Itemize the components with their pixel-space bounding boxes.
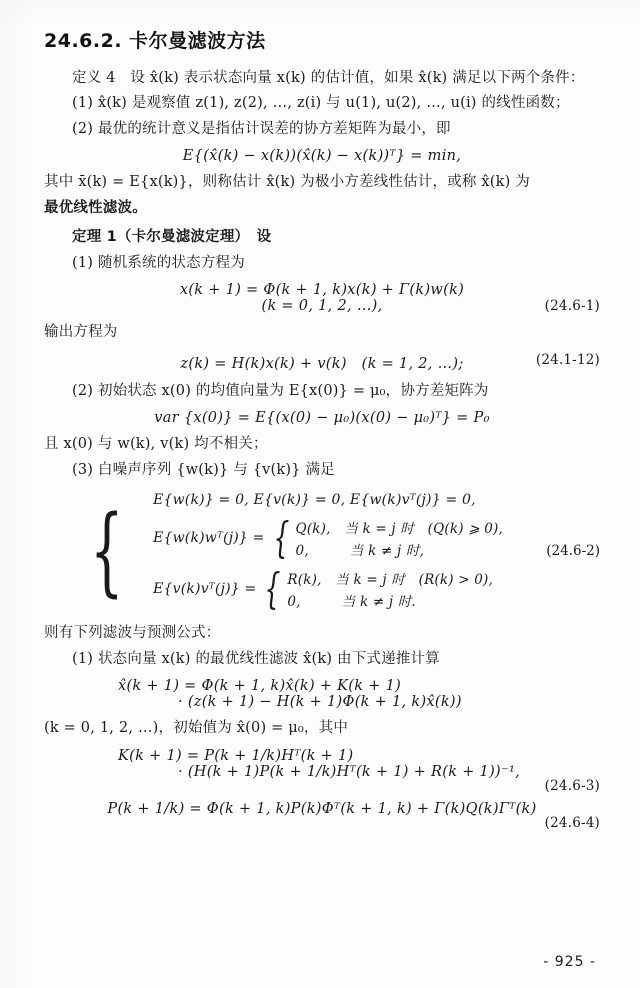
equation-filter-line-1: x̂(k + 1) = Φ(k + 1, k)x̂(k) + K(k + 1)	[118, 678, 402, 695]
conclusion-heading: 则有下列滤波与预测公式：	[44, 625, 221, 642]
noise-line-3-cases	[287, 568, 493, 610]
page-title: 24.6.2. 卡尔曼滤波方法	[44, 30, 266, 52]
equation-covariance-number: (24.6-4)	[544, 814, 600, 831]
equation-gain-line-1: K(k + 1) = P(k + 1/k)Hᵀ(k + 1)	[118, 747, 354, 764]
after-equation-text-b: 最优线性滤波。	[44, 199, 147, 216]
small-brace-icon-v: {	[264, 564, 282, 614]
output-equation-label: 输出方程为	[44, 324, 118, 341]
noise-line-2	[153, 513, 503, 563]
noise-line-1: E{w(k)} = 0, E{v(k)} = 0, E{w(k)vᵀ(j)} = 0,	[153, 492, 476, 509]
small-brace-icon-w: {	[273, 513, 290, 563]
equation-filter	[44, 678, 600, 710]
noise-line-2-case-2: 0, 当 k ≠ j 时,	[295, 543, 425, 560]
theorem-item-1: (1) 随机系统的状态方程为	[72, 254, 245, 271]
equation-output-number: (24.1-12)	[535, 351, 600, 368]
equation-output-body: z(k) = H(k)x(k) + v(k) (k = 1, 2, …);	[180, 355, 464, 372]
noise-line-2-cases	[296, 517, 503, 559]
noise-line-3-lead: E{v(k)vᵀ(j)} =	[153, 581, 257, 598]
equation-state-condition: (k = 0, 1, 2, …),	[261, 298, 383, 315]
theorem-item-2: (2) 初始状态 x(0) 的均值向量为 E{x(0)} = μ₀，协方差矩阵为	[72, 382, 489, 399]
condition-2: (2) 最优的统计意义是指估计误差的协方差矩阵为最小，即	[72, 120, 451, 137]
theorem-item-3: (3) 白噪声序列 {w(k)} 与 {v(k)} 满足	[72, 461, 335, 478]
equation-state	[44, 282, 600, 314]
noise-line-3-case-1: R(k), 当 k = j 时 (R(k) > 0),	[287, 572, 493, 589]
equation-covariance-body: P(k + 1/k) = Φ(k + 1, k)P(k)Φᵀ(k + 1, k) + Γ(k)Q(k)Γᵀ(k)	[107, 800, 537, 817]
equation-state-body: x(k + 1) = Φ(k + 1, k)x(k) + Γ(k)w(k)	[179, 282, 465, 299]
equation-variance	[44, 410, 600, 426]
condition-1: (1) x̂(k) 是观察值 z(1), z(2), …, z(i) 与 u(1), u(2), …, u(i) 的线性函数；	[72, 95, 570, 112]
equation-min	[44, 148, 600, 164]
page-content	[44, 26, 600, 838]
conclusion-item-1: (1) 状态向量 x(k) 的最优线性滤波 x̂(k) 由下式递推计算	[72, 650, 440, 667]
noise-conditions-lines	[153, 488, 503, 614]
large-brace-icon: {	[90, 495, 124, 608]
noise-conditions-number: (24.6-2)	[546, 543, 600, 560]
noise-line-2-lead: E{w(k)wᵀ(j)} =	[153, 530, 265, 547]
noise-conditions-group	[44, 488, 600, 614]
page-number: - 925 -	[543, 954, 596, 970]
noise-line-2-case-1: Q(k), 当 k = j 时 (Q(k) ⩾ 0),	[295, 521, 503, 538]
equation-state-number: (24.6-1)	[544, 298, 600, 315]
equation-output	[44, 352, 600, 373]
noise-line-3	[153, 564, 503, 614]
equation-filter-line-2: · (z(k + 1) − H(k + 1)Φ(k + 1, k)x̂(k))	[178, 694, 462, 711]
equation-min-body: E{(x̂(k) − x(k))(x̂(k) − x(k))ᵀ} = min,	[182, 148, 462, 165]
initial-value-note: (k = 0, 1, 2, …)，初始值为 x̂(0) = μ₀，其中	[44, 720, 349, 737]
equation-gain-line-2: · (H(k + 1)P(k + 1/k)Hᵀ(k + 1) + R(k + 1))⁻¹,	[178, 763, 520, 780]
uncorrelated-note: 且 x(0) 与 w(k), v(k) 均不相关；	[44, 436, 268, 453]
equation-gain-number: (24.6-3)	[544, 777, 600, 794]
noise-line-3-case-2: 0, 当 k ≠ j 时.	[287, 594, 416, 611]
theorem-heading: 定理 1（卡尔曼滤波定理） 设	[72, 229, 272, 246]
equation-gain	[44, 748, 600, 794]
after-equation-text-a: 其中 x̄(k) = E{x(k)}，则称估计 x̂(k) 为极小方差线性估计，或称 x̂(k) 为	[44, 174, 530, 191]
equation-state-condition-row	[44, 298, 600, 314]
definition-intro: 定义 4 设 x̂(k) 表示状态向量 x(k) 的估计值，如果 x̂(k) 满足以下两个条件：	[72, 70, 585, 86]
equation-variance-body: var {x(0)} = E{(x(0) − μ₀)(x(0) − μ₀)ᵀ} = P₀	[154, 410, 490, 427]
equation-covariance	[44, 801, 600, 831]
